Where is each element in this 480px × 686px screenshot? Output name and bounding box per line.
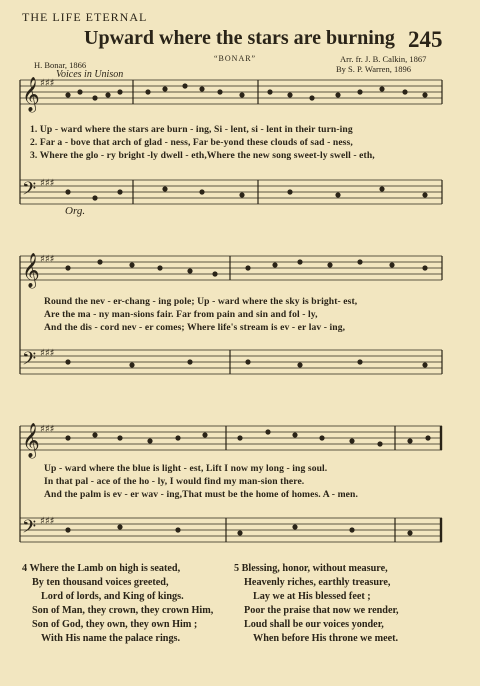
stanza4-line3: Lord of lords, and King of kings. bbox=[41, 591, 184, 602]
stanza5-line6: When before His throne we meet. bbox=[253, 633, 399, 644]
organ-note: Org. bbox=[65, 205, 86, 217]
performance-note: Voices in Unison bbox=[56, 69, 124, 80]
stanza5-line3: Lay we at His blessed feet ; bbox=[253, 591, 371, 602]
svg-text:♯♯♯: ♯♯♯ bbox=[40, 254, 55, 265]
section-title: THE LIFE ETERNAL bbox=[22, 10, 148, 24]
svg-text:♯♯♯: ♯♯♯ bbox=[40, 178, 55, 189]
arranger-credit: Arr. fr. J. B. Calkin, 1867 bbox=[340, 54, 427, 64]
system3-treble-staff bbox=[20, 426, 442, 450]
stanza4-line6: With His name the palace rings. bbox=[41, 633, 181, 644]
system2-bass-staff bbox=[20, 350, 442, 374]
stanza4-line5: Son of God, they own, they own Him ; bbox=[32, 619, 198, 630]
system3-lyric-line3: And the palm is ev - er wav - ing,That must be the home of homes. A - men. bbox=[44, 489, 358, 500]
system1-lyric-line2: 2. Far a - bove that arch of glad - ness, Far be-yond these clouds of sad - ness, bbox=[30, 137, 353, 148]
stanza4-line2: By ten thousand voices greeted, bbox=[32, 577, 169, 588]
system2-lyric-line2: Are the ma - ny man-sions fair. Far from pain and sin and fol - ly, bbox=[44, 309, 318, 320]
svg-text:𝄢: 𝄢 bbox=[22, 517, 37, 542]
tune-name: “BONAR” bbox=[214, 54, 257, 63]
stanza4-line4: Son of Man, they crown, they crown Him, bbox=[32, 605, 214, 616]
stanza5-line5: Loud shall be our voices yonder, bbox=[244, 619, 384, 630]
stanza5-line2: Heavenly riches, earthly treasure, bbox=[244, 577, 391, 588]
svg-text:♯♯♯: ♯♯♯ bbox=[40, 348, 55, 359]
stanza5-line1: 5 Blessing, honor, without measure, bbox=[234, 563, 388, 574]
hymn-title: Upward where the stars are burning bbox=[84, 27, 395, 49]
svg-text:♯♯♯: ♯♯♯ bbox=[40, 78, 55, 89]
bass-clef-icon: 𝄢 bbox=[22, 179, 37, 204]
system3-lyric-line1: Up - ward where the blue is light - est, Lift I now my long - ing soul. bbox=[44, 463, 328, 474]
hymn-number: 245 bbox=[408, 27, 443, 52]
stanza4-line1: 4 Where the Lamb on high is seated, bbox=[22, 563, 181, 574]
author-credit: H. Bonar, 1866 bbox=[34, 60, 87, 70]
svg-text:♯♯♯: ♯♯♯ bbox=[40, 516, 55, 527]
treble-clef-icon: 𝄞 bbox=[22, 77, 40, 112]
system1-lyric-line1: 1. Up - ward where the stars are burn - ing, Si - lent, si - lent in their turn-ing bbox=[30, 124, 353, 135]
system3-lyric-line2: In that pal - ace of the ho - ly, I would find my man-sion there. bbox=[44, 476, 305, 487]
svg-text:♯♯♯: ♯♯♯ bbox=[40, 424, 55, 435]
composer-credit: By S. P. Warren, 1896 bbox=[336, 64, 411, 74]
system1-treble-staff bbox=[20, 80, 442, 104]
svg-text:𝄢: 𝄢 bbox=[22, 349, 37, 374]
system1-bass-staff bbox=[20, 180, 442, 204]
stanza5-line4: Poor the praise that now we render, bbox=[244, 605, 399, 616]
system2-lyric-line1: Round the nev - er-chang - ing pole; Up - ward where the sky is bright- est, bbox=[44, 296, 358, 307]
system2-treble-staff bbox=[20, 256, 442, 280]
system1-lyric-line3: 3. Where the glo - ry bright -ly dwell - eth,Where the new song sweet-ly swell - eth, bbox=[30, 150, 375, 161]
system2-lyric-line3: And the dis - cord nev - er comes; Where life's stream is ev - er lav - ing, bbox=[44, 322, 346, 333]
system3-bass-staff bbox=[20, 518, 442, 542]
svg-text:𝄞: 𝄞 bbox=[22, 423, 40, 458]
svg-text:𝄞: 𝄞 bbox=[22, 253, 40, 288]
